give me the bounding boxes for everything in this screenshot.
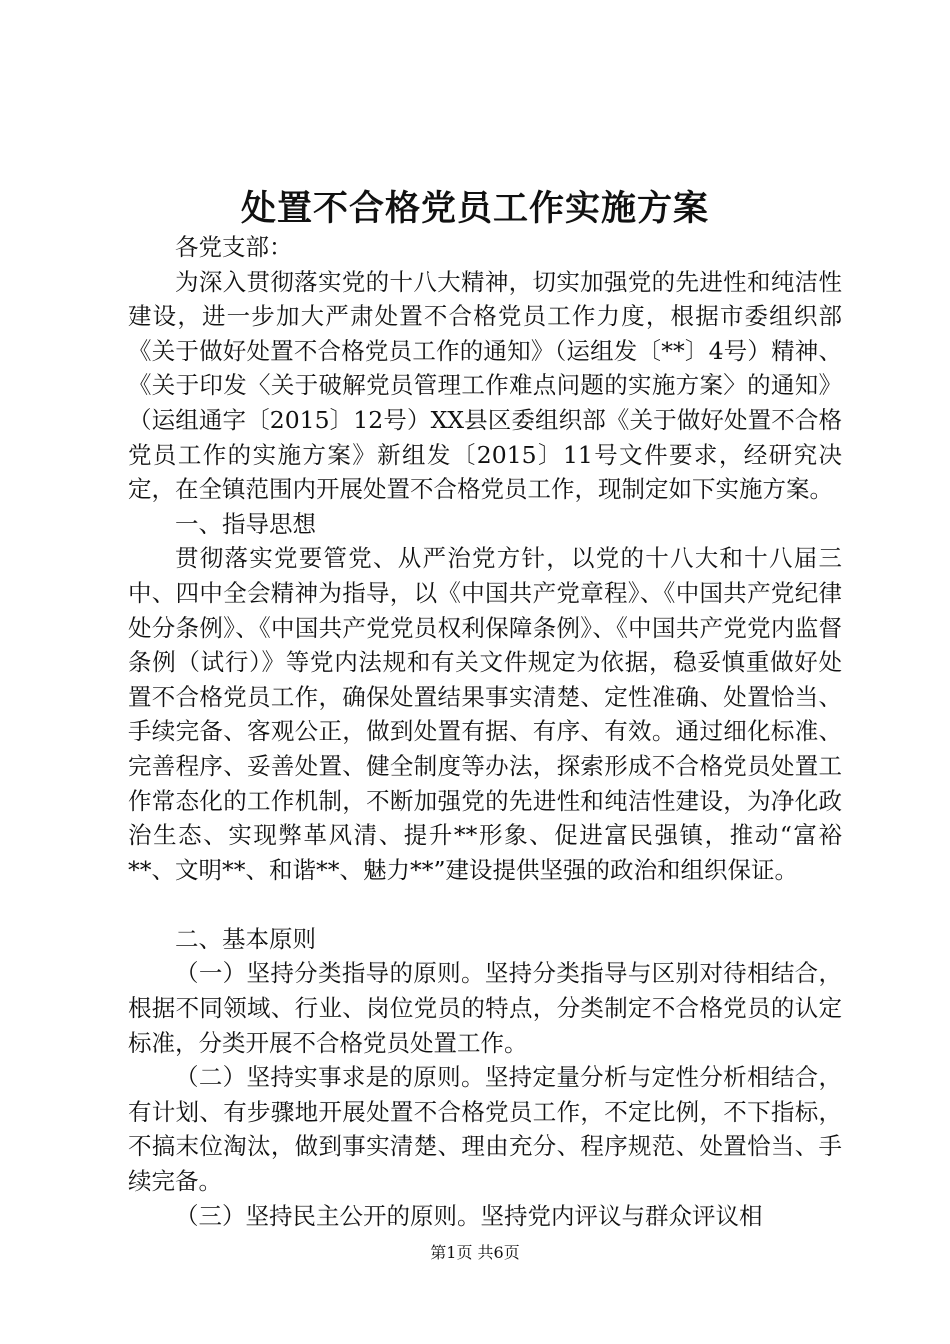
paragraph-spacer bbox=[128, 887, 842, 922]
section-heading-guiding-ideology: 一、指导思想 bbox=[175, 509, 316, 538]
document-body bbox=[128, 230, 842, 1233]
salutation: 各党支部： bbox=[175, 233, 293, 261]
paragraph-principle-1: （一）坚持分类指导的原则。坚持分类指导与区别对待相结合，根据不同领域、行业、岗位党员的特点，分类制定不合格党员的认定标准，分类开展不合格党员处置工作。 bbox=[128, 959, 842, 1057]
paragraph-intro: 为深入贯彻落实党的十八大精神，切实加强党的先进性和纯洁性建设，进一步加大严肃处置不合格党员工作力度，根据市委组织部《关于做好处置不合格党员工作的通知》（运组发〔**〕4号）精神、《关于印发〈关于破解党员管理工作难点问题的实施方案〉的通知》（运组通字〔2015〕12号）XX县区委组织部《关于做好处置不合格党员工作的实施方案》新组发〔2015〕11号文件要求，经研究决定，在全镇范围内开展处置不合格党员工作，现制定如下实施方案。 bbox=[128, 267, 842, 504]
paragraph-principle-3: （三）坚持民主公开的原则。坚持党内评议与群众评议相 bbox=[175, 1201, 763, 1230]
section-heading-basic-principles: 二、基本原则 bbox=[175, 924, 316, 953]
paragraph-guiding-ideology: 贯彻落实党要管党、从严治党方针，以党的十八大和十八届三中、四中全会精神为指导，以《中国共产党章程》、《中国共产党纪律处分条例》、《中国共产党党员权利保障条例》、《中国共产党党内监督条例（试行）》等党内法规和有关文件规定为依据，稳妥慎重做好处置不合格党员工作，确保处置结果事实清楚、定性准确、处置恰当、手续完备、客观公正，做到处置有据、有序、有效。通过细化标准、完善程序、妥善处置、健全制度等办法，探索形成不合格党员处置工作常态化的工作机制，不断加强党的先进性和纯洁性建设，为净化政治生态、实现弊革风清、提升**形象、促进富民强镇，推动“富裕**、文明**、和谐**、魅力**”建设提供坚强的政治和组织保证。 bbox=[128, 544, 842, 884]
paragraph-principle-2: （二）坚持实事求是的原则。坚持定量分析与定性分析相结合，有计划、有步骤地开展处置不合格党员工作，不定比例，不下指标，不搞末位淘汰，做到事实清楚、理由充分、程序规范、处置恰当、手续完备。 bbox=[128, 1063, 842, 1196]
document-title: 处置不合格党员工作实施方案 bbox=[240, 188, 709, 229]
page-footer: 第1页 共6页 bbox=[430, 1243, 520, 1262]
